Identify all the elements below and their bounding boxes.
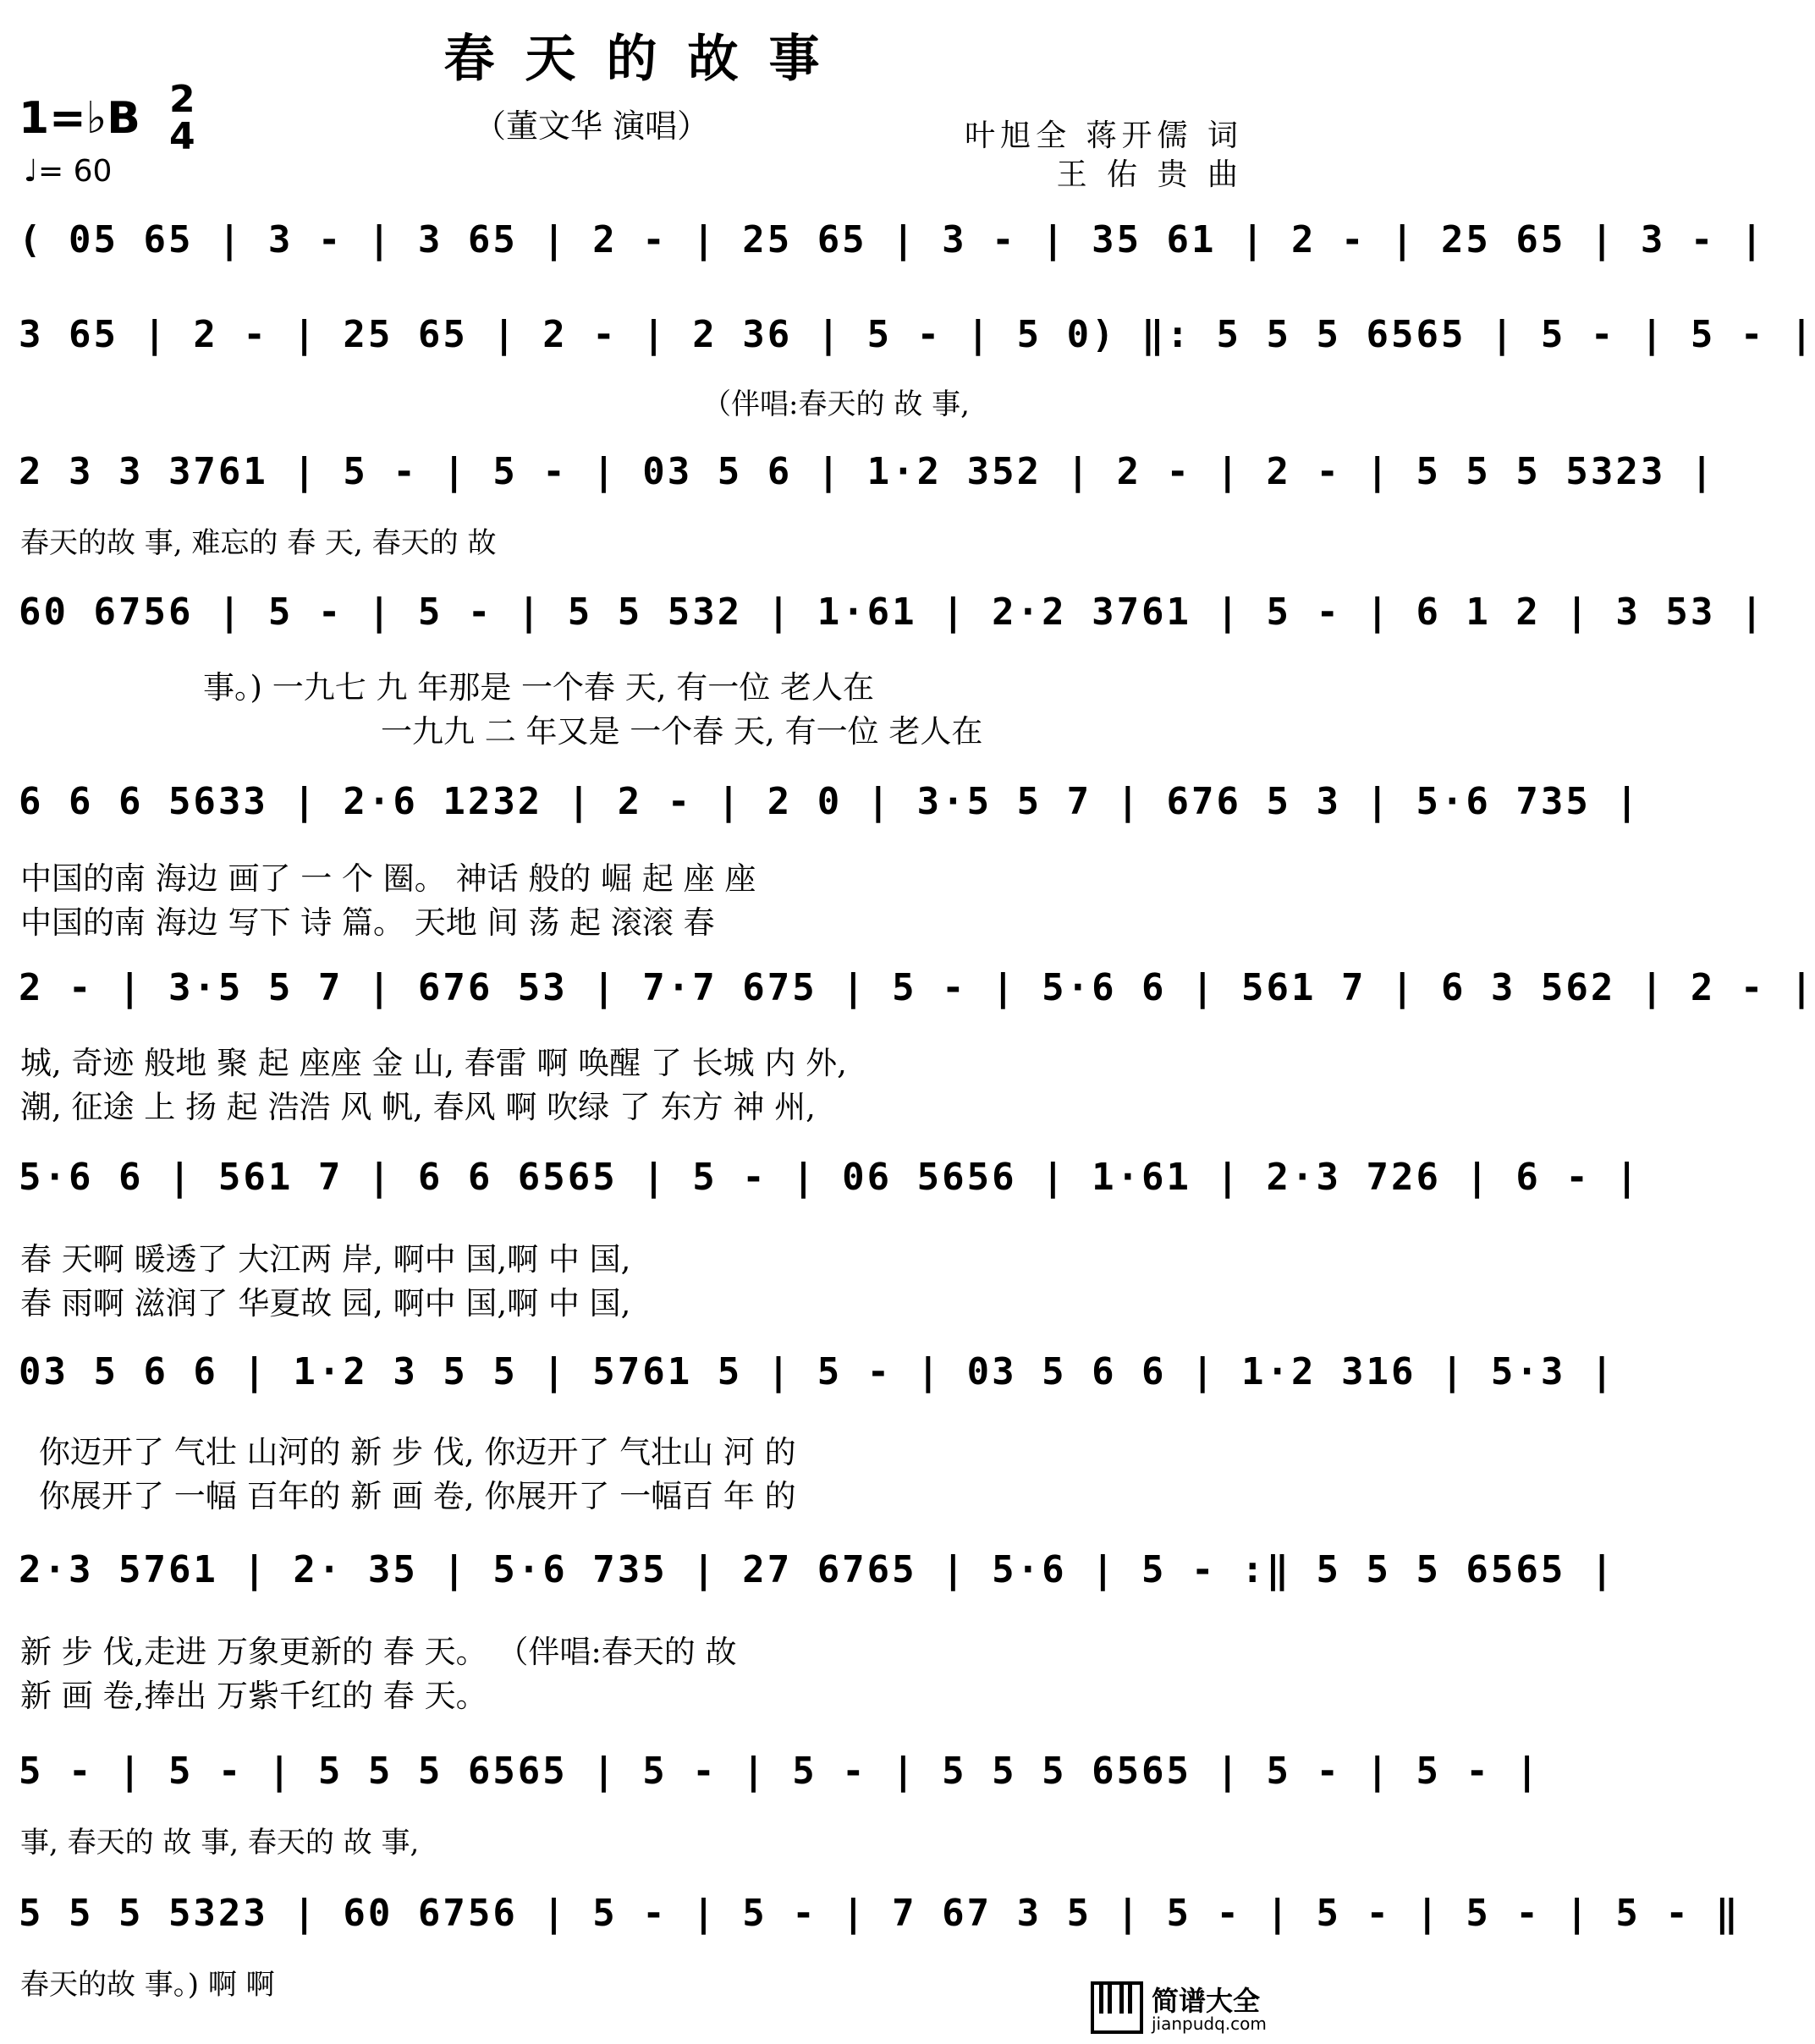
music-line: 5 - | 5 - | 5 5 5 6565 | 5 - | 5 - | 5 5 5 6565 | 5 - | 5 - |	[19, 1750, 1541, 1793]
lyric-line: 中国的南 海边 画了 一 个 圈。 神话 般的 崛 起 座 座	[20, 860, 756, 897]
tempo-marking: ♩= 60	[24, 154, 113, 189]
time-signature	[169, 78, 195, 158]
lyric-line: 春天的故 事。) 啊 啊	[20, 1968, 275, 2002]
lyric-line: 事。) 一九七 九 年那是 一个春 天, 有一位 老人在	[203, 669, 875, 706]
lyric-line: 你迈开了 气壮 山河的 新 步 伐, 你迈开了 气壮山 河 的	[39, 1434, 796, 1470]
music-line: 2 - | 3·5 5 7 | 676 53 | 7·7 675 | 5 - | 5·6 6 | 561 7 | 6 3 562 | 2 - |	[19, 966, 1815, 1009]
watermark-brand: 简谱大全	[1152, 1985, 1261, 2017]
lyric-line: 一九九 二 年又是 一个春 天, 有一位 老人在	[381, 713, 983, 750]
lyric-line: 新 画 卷,捧出 万紫千红的 春 天。	[20, 1678, 487, 1714]
piano-icon	[1089, 1980, 1145, 2036]
lyric-line: （伴唱:春天的 故 事,	[702, 387, 970, 421]
music-line: 2 3 3 3761 | 5 - | 5 - | 03 5 6 | 1·2 352 | 2 - | 2 - | 5 5 5 5323 |	[19, 450, 1716, 493]
lyric-line: 城, 奇迹 般地 聚 起 座座 金 山, 春雷 啊 唤醒 了 长城 内 外,	[20, 1045, 847, 1081]
music-line: 2·3 5761 | 2· 35 | 5·6 735 | 27 6765 | 5·6 | 5 - :‖ 5 5 5 6565 |	[19, 1548, 1616, 1591]
lyric-line: 春 天啊 暖透了 大江两 岸, 啊中 国,啊 中 国,	[20, 1241, 631, 1278]
music-line: 6 6 6 5633 | 2·6 1232 | 2 - | 2 0 | 3·5 5 7 | 676 5 3 | 5·6 735 |	[19, 780, 1641, 823]
watermark-url: jianpudq.com	[1152, 2014, 1267, 2034]
music-line: 60 6756 | 5 - | 5 - | 5 5 532 | 1·61 | 2·2 3761 | 5 - | 6 1 2 | 3 53 |	[19, 591, 1766, 634]
performer-note: （董文华 演唱）	[474, 107, 710, 145]
lyric-line: 事, 春天的 故 事, 春天的 故 事,	[20, 1826, 420, 1860]
lyric-line: 中国的南 海边 写下 诗 篇。 天地 间 荡 起 滚滚 春	[20, 904, 715, 941]
time-signature-bottom: 4	[169, 115, 195, 158]
music-line: 5·6 6 | 561 7 | 6 6 6565 | 5 - | 06 5656 | 1·61 | 2·3 726 | 6 - |	[19, 1156, 1641, 1199]
music-line: 3 65 | 2 - | 25 65 | 2 - | 2 36 | 5 - | 5 0) ‖: 5 5 5 6565 | 5 - | 5 - |	[19, 313, 1815, 356]
music-line: 03 5 6 6 | 1·2 3 5 5 | 5761 5 | 5 - | 03 5 6 6 | 1·2 316 | 5·3 |	[19, 1350, 1616, 1393]
composer-credit: 王 佑 贵 曲	[1056, 157, 1243, 192]
lyric-line: 你展开了 一幅 百年的 新 画 卷, 你展开了 一幅百 年 的	[39, 1478, 796, 1514]
site-watermark	[1089, 1980, 1284, 2036]
lyric-line: 春 雨啊 滋润了 华夏故 园, 啊中 国,啊 中 国,	[20, 1285, 631, 1321]
key-signature: 1=♭B	[19, 93, 140, 144]
music-line: ( 05 65 | 3 - | 3 65 | 2 - | 25 65 | 3 - | 35 61 | 2 - | 25 65 | 3 - |	[19, 218, 1766, 261]
lyric-line: 新 步 伐,走进 万象更新的 春 天。 （伴唱:春天的 故	[20, 1634, 737, 1670]
lyric-line: 潮, 征途 上 扬 起 浩浩 风 帆, 春风 啊 吹绿 了 东方 神 州,	[20, 1089, 816, 1125]
music-line: 5 5 5 5323 | 60 6756 | 5 - | 5 - | 7 67 3 5 | 5 - | 5 - | 5 - | 5 - ‖	[19, 1892, 1741, 1935]
lyricist-credit: 叶旭全 蒋开儒 词	[965, 118, 1243, 153]
page-title: 春天的故事	[443, 30, 850, 89]
lyric-line: 春天的故 事, 难忘的 春 天, 春天的 故	[20, 526, 497, 560]
time-signature-top: 2	[169, 78, 195, 121]
